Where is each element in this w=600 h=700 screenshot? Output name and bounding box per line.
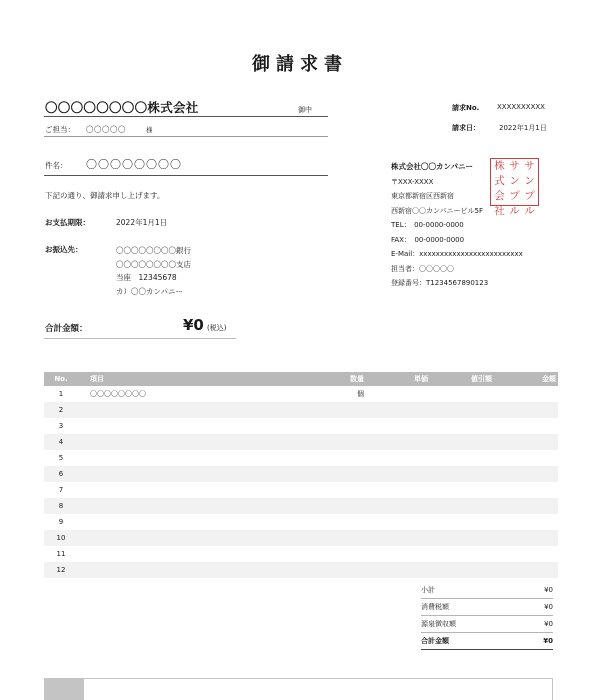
cell-no: 10 (44, 530, 78, 546)
header-qty: 数量 (302, 372, 366, 386)
bank-line: カ）〇〇カンパニー (116, 286, 183, 296)
cell-item (78, 482, 302, 498)
header-discount: 値引額 (430, 372, 494, 386)
subject-value: 〇〇〇〇〇〇〇〇 (86, 158, 182, 171)
cell-item (78, 498, 302, 514)
cell-unit (366, 434, 430, 450)
summary-row: 小計 ¥0 (421, 582, 553, 599)
cell-unit (366, 482, 430, 498)
cell-amount (494, 530, 558, 546)
cell-discount (430, 466, 494, 482)
cell-item (78, 466, 302, 482)
cell-discount (430, 418, 494, 434)
header-no: No. (44, 372, 78, 386)
cell-amount (494, 466, 558, 482)
cell-qty (302, 466, 366, 482)
bank-line: 〇〇〇〇〇〇〇〇銀行 (116, 246, 191, 255)
cell-qty (302, 546, 366, 562)
cell-amount (494, 434, 558, 450)
header-unit: 単価 (366, 372, 430, 386)
summary-row: 消費税額 ¥0 (421, 599, 553, 616)
cell-unit (366, 450, 430, 466)
sender-email: E-Mail：xxxxxxxxxxxxxxxxxxxxxxxxx (391, 250, 523, 258)
table-row (44, 466, 558, 482)
cell-item (78, 562, 302, 578)
cell-item (78, 434, 302, 450)
table-row (44, 402, 558, 418)
header-item: 項目 (78, 372, 302, 386)
intro-text: 下記の通り、御請求申し上げます。 (45, 191, 165, 200)
cell-discount (430, 514, 494, 530)
cell-item (78, 450, 302, 466)
contact-name: 〇〇〇〇〇 (86, 125, 126, 134)
cell-discount (430, 386, 494, 402)
items-table (44, 372, 558, 578)
summary-row: 合計金額 ¥0 (421, 633, 553, 650)
table-row (44, 530, 558, 546)
cell-discount (430, 546, 494, 562)
cell-unit (366, 402, 430, 418)
cell-discount (430, 450, 494, 466)
cell-no: 12 (44, 562, 78, 578)
cell-unit (366, 386, 430, 402)
cell-item (78, 546, 302, 562)
bank-line: 当座 12345678 (116, 273, 177, 282)
cell-unit (366, 546, 430, 562)
cell-unit (366, 514, 430, 530)
client-honorific: 御中 (298, 106, 312, 114)
table-row (44, 418, 558, 434)
cell-item (78, 402, 302, 418)
cell-amount (494, 482, 558, 498)
table-row (44, 434, 558, 450)
cell-no: 4 (44, 434, 78, 450)
cell-no: 2 (44, 402, 78, 418)
total-underline (44, 338, 236, 339)
bank-info (116, 244, 191, 298)
sender-zip: 〒XXX-XXXX (391, 177, 434, 186)
cell-no: 5 (58, 454, 64, 462)
cell-qty (302, 514, 366, 530)
summary-block (421, 582, 553, 650)
document-title: 御請求書 (252, 54, 348, 75)
header-amount: 金額 (494, 372, 558, 386)
table-row (44, 514, 558, 530)
cell-no: 9 (58, 518, 64, 526)
client-underline (44, 116, 328, 117)
sender-tel: TEL： 00-0000-0000 (391, 221, 464, 229)
sender-address2: 西新宿〇〇カンパニービル5F (391, 206, 483, 215)
cell-discount (430, 482, 494, 498)
cell-no: 1 (58, 390, 64, 398)
invoice-date-label: 請求日： (452, 124, 480, 132)
table-header-row (44, 372, 558, 386)
summary-row: 源泉徴収額 ¥0 (421, 616, 553, 633)
due-label: お支払期限： (45, 218, 90, 227)
table-row (44, 546, 558, 562)
cell-no: 3 (58, 422, 64, 430)
table-row (44, 498, 558, 514)
cell-item (78, 418, 302, 434)
cell-unit (366, 562, 430, 578)
sender-fax: FAX： 00-0000-0000 (391, 235, 465, 244)
cell-discount (430, 434, 494, 450)
cell-unit (366, 418, 430, 434)
cell-amount (494, 514, 558, 530)
cell-no: 11 (56, 550, 66, 558)
cell-discount (430, 498, 494, 514)
cell-unit (366, 498, 430, 514)
contact-label: ご担当： (45, 125, 75, 134)
cell-discount (430, 402, 494, 418)
due-date: 2022年1月1日 (116, 218, 168, 227)
cell-qty (302, 530, 366, 546)
notes-box (84, 678, 553, 700)
cell-amount (494, 450, 558, 466)
cell-amount (494, 402, 558, 418)
client-name: 〇〇〇〇〇〇〇〇株式会社 (45, 100, 199, 115)
company-seal-stamp: 株 サ サ 式 ン ン 会 プ プ 社 ル ル (490, 158, 539, 206)
invoice-no-label: 請求No. (452, 104, 480, 112)
cell-qty (302, 482, 366, 498)
sender-reg-no: 登録番号：T1234567890123 (391, 279, 489, 287)
total-label: 合計金額： (45, 324, 88, 334)
table-row (44, 386, 558, 402)
cell-unit (366, 530, 430, 546)
table-row (44, 482, 558, 498)
cell-qty (302, 450, 366, 466)
cell-amount (494, 546, 558, 562)
cell-no: 7 (58, 486, 64, 494)
cell-no: 6 (44, 466, 78, 482)
cell-amount (494, 498, 558, 514)
invoice-no: XXXXXXXXXX (497, 103, 545, 111)
contact-underline (44, 136, 328, 137)
total-value: ¥0 (183, 316, 204, 334)
contact-suffix: 様 (146, 126, 153, 134)
cell-qty (302, 418, 366, 434)
subject-underline (44, 175, 328, 176)
cell-qty (302, 402, 366, 418)
bank-label: お振込先： (45, 245, 83, 254)
cell-item (78, 514, 302, 530)
cell-item: 〇〇〇〇〇〇〇〇 (90, 390, 146, 398)
notes-header (44, 678, 84, 700)
bank-line: 〇〇〇〇〇〇〇〇支店 (116, 259, 191, 269)
table-row (44, 450, 558, 466)
table-row (44, 562, 558, 578)
total-tax-note: (税込) (207, 324, 227, 332)
cell-unit (366, 466, 430, 482)
subject-label: 件名： (45, 161, 68, 170)
sender-name: 株式会社〇〇カンパニー (391, 162, 473, 171)
cell-qty: 個 (357, 390, 364, 398)
cell-amount (494, 418, 558, 434)
cell-qty (302, 498, 366, 514)
cell-qty (302, 562, 366, 578)
cell-discount (430, 530, 494, 546)
cell-no: 8 (44, 498, 78, 514)
sender-address1: 東京都新宿区西新宿 (391, 192, 454, 200)
cell-amount (494, 562, 558, 578)
invoice-date: 2022年1月1日 (499, 124, 547, 132)
cell-amount (494, 386, 558, 402)
cell-item (78, 530, 302, 546)
cell-qty (302, 434, 366, 450)
cell-discount (430, 562, 494, 578)
sender-person: 担当者：〇〇〇〇〇 (391, 264, 454, 273)
